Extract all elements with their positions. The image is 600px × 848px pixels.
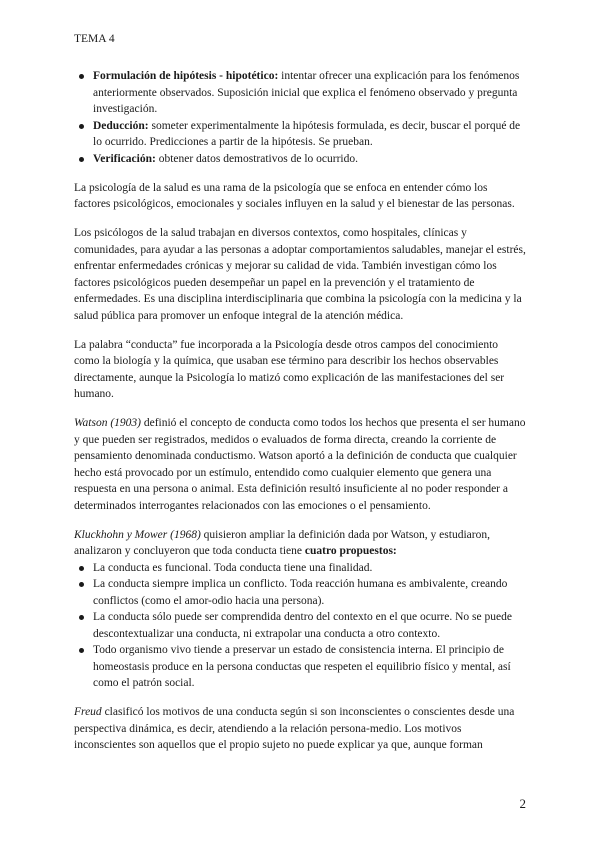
bold-term: cuatro propuestos: (304, 545, 397, 557)
term-label: Verificación: (93, 152, 156, 165)
paragraph-text: definió el concepto de conducta como todos los hechos que presenta el ser humano y que pueden ser registrados, medidos o evaluados de forma directa, creando la corriente de pensamiento denominada conductismo. Watson aportó a la definición de conducta que cualquier hecho está provocado por un estímulo, entendido como cualquier elemento que genera una respuesta en una persona o animal. Esta definición resultó insuficiente al no poder responder a determinados interrogantes relacionados con las emociones o el pensamiento. (74, 417, 526, 512)
bullet-icon (79, 582, 84, 587)
bullet-icon (79, 157, 84, 162)
paragraph-text: clasificó los motivos de una conducta según si son inconscientes o conscientes desde una perspectiva dinámica, es decir, atendiendo a la relación persona-medio. Los motivos inconscientes son aquellos que el propio sujeto no puede explicar ya que, aunque forman (74, 706, 515, 751)
paragraph-watson (74, 415, 526, 514)
list-item-text: La conducta es funcional. Toda conducta tiene una finalidad. (93, 561, 373, 574)
term-text: someter experimentalmente la hipótesis formulada, es decir, buscar el porqué de lo ocurrido. Predicciones a partir de la hipótesis. Se prueban. (93, 119, 521, 148)
bullet-icon (79, 615, 84, 620)
method-steps-list (74, 68, 526, 167)
bullet-icon (79, 74, 84, 79)
bullet-icon (79, 124, 84, 129)
page-content (74, 68, 526, 766)
term-text: intentar ofrecer una explicación para los fenómenos anteriormente observados. Suposición inicial que explica el fenómeno observado y pregunta investigación. (93, 70, 520, 115)
list-item-text: La conducta sólo puede ser comprendida dentro del contexto en el que ocurre. No se puede descontextualizar una conducta, ni extrapolar una conducta a otro contexto. (93, 611, 512, 640)
author-citation: Freud (74, 706, 102, 718)
list-item (74, 151, 526, 168)
term-label: Formulación de hipótesis - hipotético: (93, 70, 279, 82)
paragraph-freud (74, 704, 526, 754)
author-citation: Kluckhohn y Mower (1968) (74, 528, 201, 541)
paragraph-conducta-word: La palabra “conducta” fue incorporada a la Psicología desde otros campos del conocimiento como la biología y la química, que usaban ese término para describir los hechos observables directamente, aunque la Psicología lo matizó como explicación de las manifestaciones del ser humano. (74, 338, 505, 400)
paragraph-text: quisieron ampliar la definición dada por Watson, y estudiaron, analizaron y concluyeron que toda conducta tiene (74, 528, 490, 557)
page-header: TEMA 4 (74, 33, 115, 45)
term-text: obtener datos demostrativos de lo ocurrido. (155, 152, 358, 165)
list-item (74, 576, 526, 609)
bullet-icon (79, 566, 84, 571)
list-item (74, 68, 526, 118)
term-label: Deducción: (93, 119, 149, 132)
list-item (74, 560, 526, 577)
list-item (74, 609, 526, 642)
page-number: 2 (519, 796, 526, 811)
propuestos-list (74, 560, 526, 692)
paragraph-health-psychologists: Los psicólogos de la salud trabajan en diversos contextos, como hospitales, clínicas y comunidades, para ayudar a las personas a adoptar comportamientos saludables, manejar el estrés, enfrentar enfermedades crónicas y mejorar su calidad de vida. También investigan cómo los factores psicológicos pueden desempeñar un papel en la prevención y el tratamiento de enfermedades. Es una disciplina interdisciplinaria que combina la psicología con la medicina y la salud pública para promover un enfoque integral de la atención médica. (74, 227, 526, 322)
list-item-text: La conducta siempre implica un conflicto. Toda reacción humana es ambivalente, creando conflictos (como el amor-odio hacia una persona). (93, 578, 508, 607)
list-item (74, 118, 526, 151)
paragraph-kluckhohn (74, 527, 526, 560)
bullet-icon (79, 648, 84, 653)
author-citation: Watson (1903) (74, 417, 141, 429)
list-item (74, 642, 526, 692)
paragraph-health-psychology: La psicología de la salud es una rama de la psicología que se enfoca en entender cómo los factores psicológicos, emocionales y sociales influyen en la salud y el bienestar de las personas. (74, 181, 515, 210)
list-item-text: Todo organismo vivo tiende a preservar un estado de consistencia interna. El principio de homeostasis produce en la persona conductas que respeten el equilibrio físico y mental, así como el patrón social. (93, 644, 511, 689)
